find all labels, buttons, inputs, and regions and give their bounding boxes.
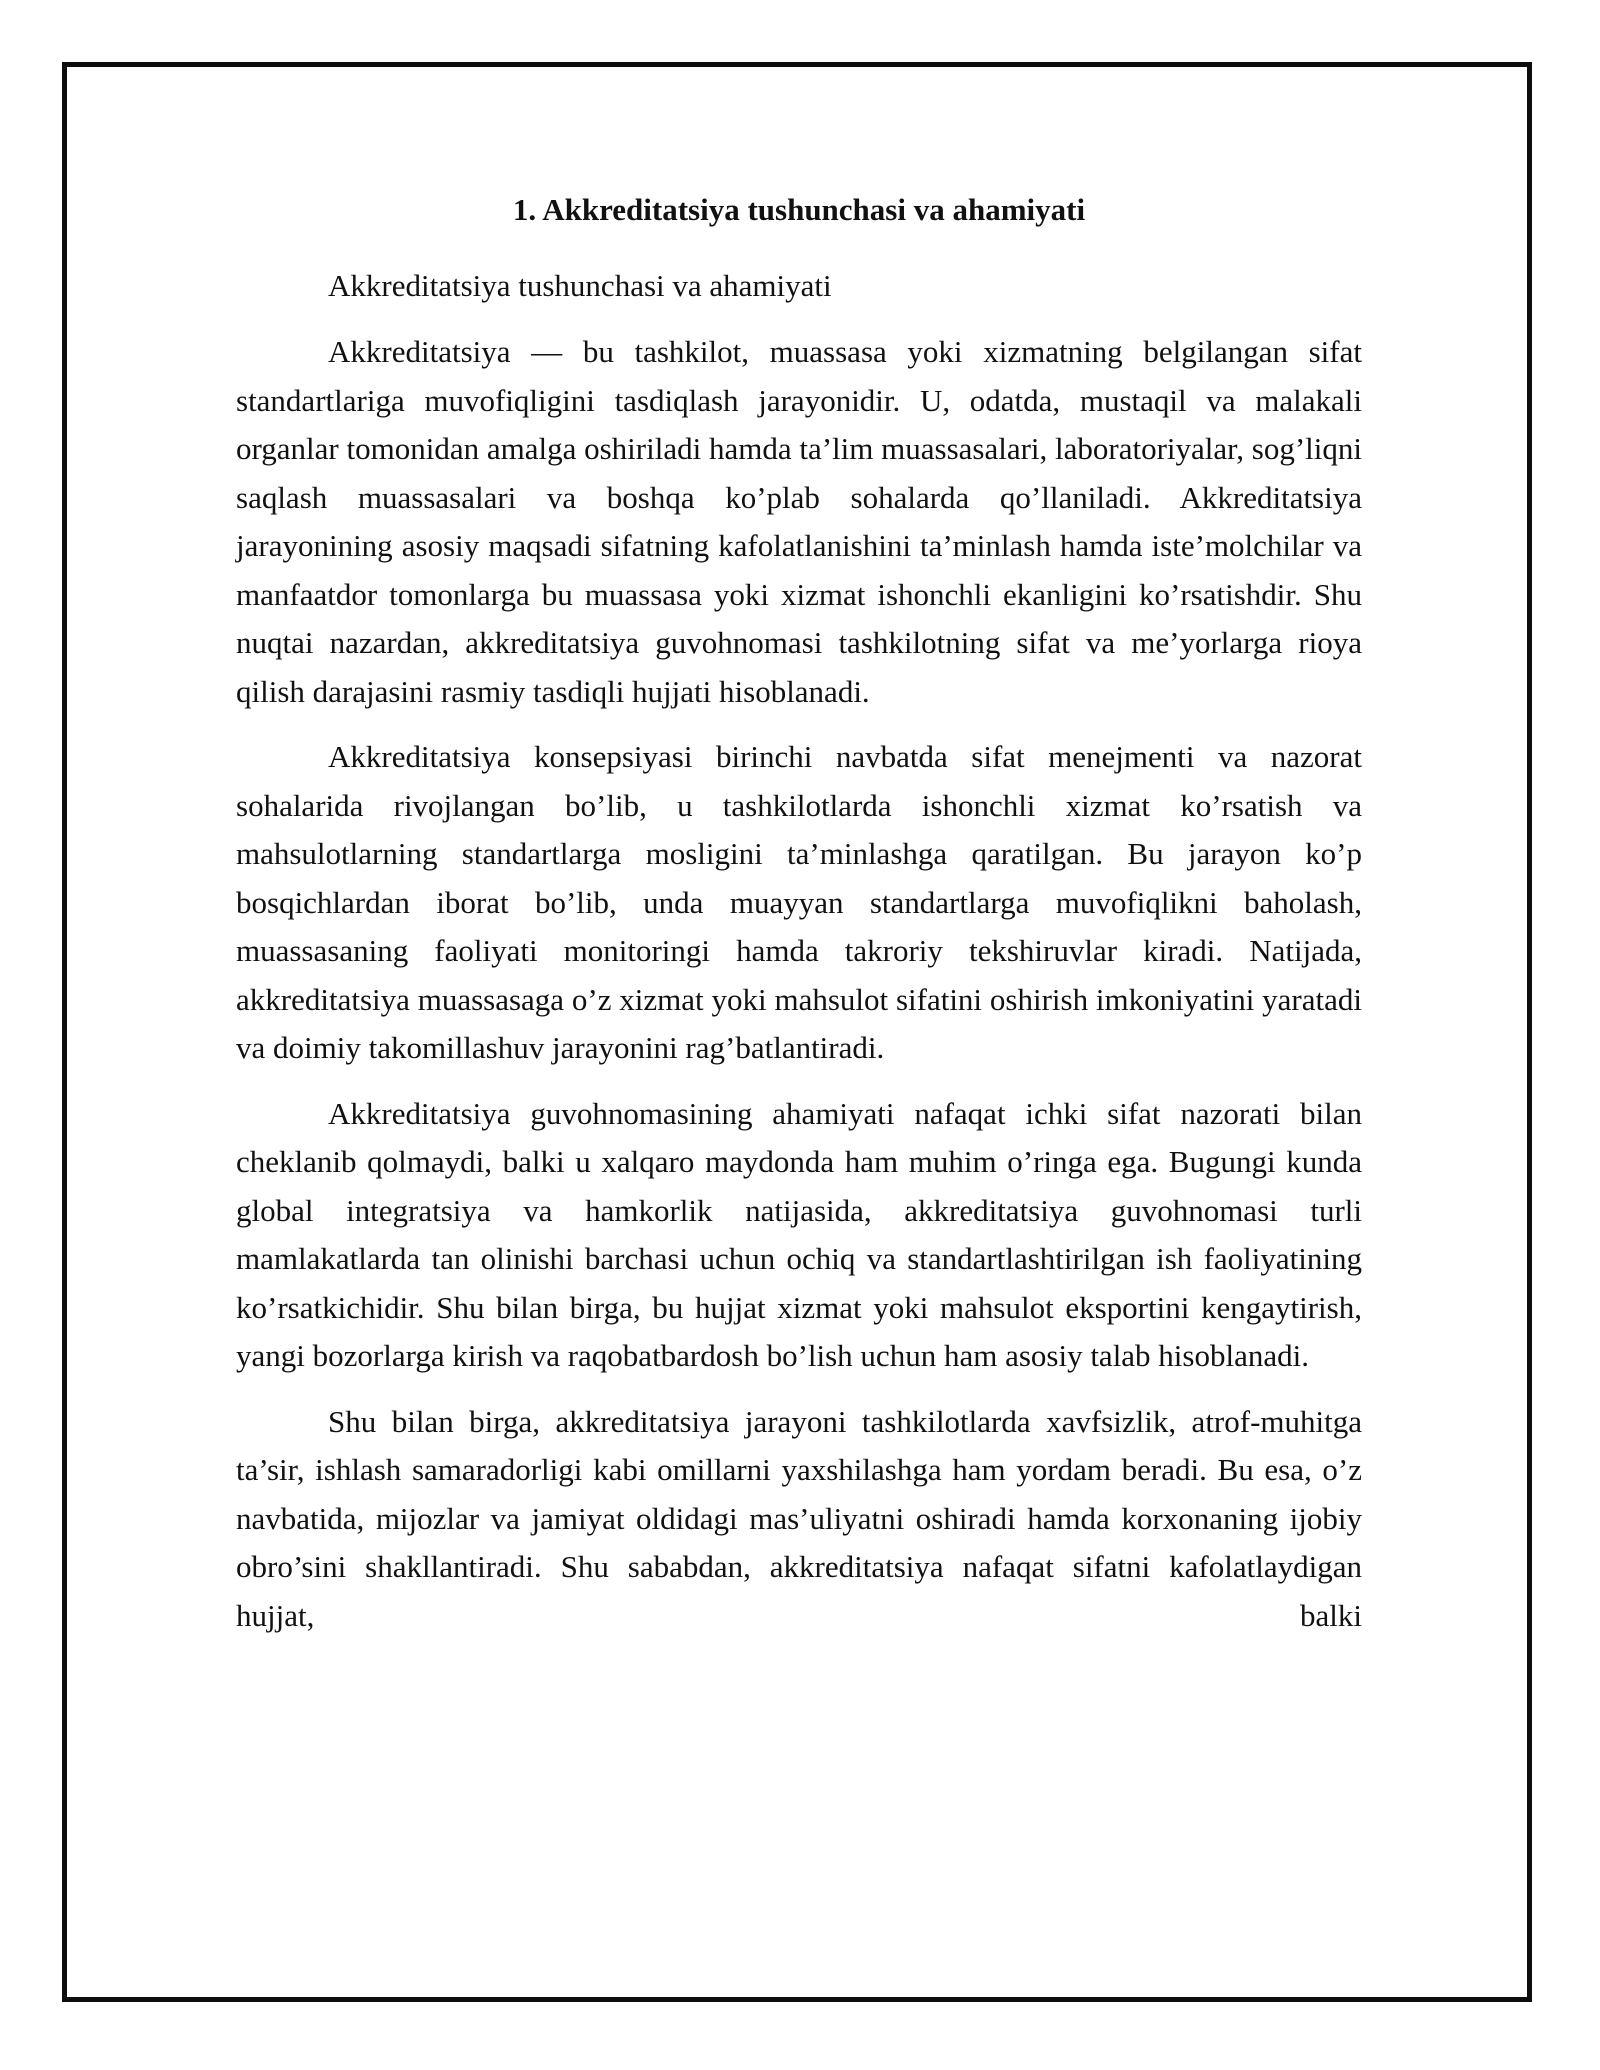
document-body bbox=[236, 186, 1362, 1657]
paragraph-2: Akkreditatsiya konsepsiyasi birinchi navbatda sifat menejmenti va nazorat sohalarida rivojlangan bo’lib, u tashkilotlarda ishonchli xizmat ko’rsatish va mahsulotlarning standartlarga mosligini ta’minlashga qaratilgan. Bu jarayon ko’p bosqichlardan iborat bo’lib, unda muayyan standartlarga muvofiqlikni baholash, muassasaning faoliyati monitoringi hamda takroriy tekshiruvlar kiradi. Natijada, akkreditatsiya muassasaga o’z xizmat yoki mahsulot sifatini oshirish imkoniyatini yaratadi va doimiy takomillashuv jarayonini rag’batlantiradi. bbox=[236, 739, 1362, 1065]
document-subtitle: Akkreditatsiya tushunchasi va ahamiyati bbox=[328, 268, 832, 303]
paragraph-1: Akkreditatsiya — bu tashkilot, muassasa yoki xizmatning belgilangan sifat standartlariga muvofiqligini tasdiqlash jarayonidir. U, odatda, mustaqil va malakali organlar tomonidan amalga oshiriladi hamda ta’lim muassasalari, laboratoriyalar, sog’liqni saqlash muassasalari va boshqa ko’plab sohalarda qo’llaniladi. Akkreditatsiya jarayonining asosiy maqsadi sifatning kafolatlanishini ta’minlash hamda iste’molchilar va manfaatdor tomonlarga bu muassasa yoki xizmat ishonchli ekanligini ko’rsatishdir. Shu nuqtai nazardan, akkreditatsiya guvohnomasi tashkilotning sifat va me’yorlarga rioya qilish darajasini rasmiy tasdiqli hujjati hisoblanadi. bbox=[236, 334, 1362, 709]
document-title: 1. Akkreditatsiya tushunchasi va ahamiyati bbox=[512, 192, 1086, 227]
paragraph-3: Akkreditatsiya guvohnomasining ahamiyati nafaqat ichki sifat nazorati bilan cheklanib qolmaydi, balki u xalqaro maydonda ham muhim o’ringa ega. Bugungi kunda global integratsiya va hamkorlik natijasida, akkreditatsiya guvohnomasi turli mamlakatlarda tan olinishi barchasi uchun ochiq va standartlashtirilgan ish faoliyatining ko’rsatkichidir. Shu bilan birga, bu hujjat xizmat yoki mahsulot eksportini kengaytirish, yangi bozorlarga kirish va raqobatbardosh bo’lish uchun ham asosiy talab hisoblanadi. bbox=[236, 1095, 1362, 1373]
paragraph-4: Shu bilan birga, akkreditatsiya jarayoni tashkilotlarda xavfsizlik, atrof-muhitga ta’sir, ishlash samaradorligi kabi omillarni yaxshilashga ham yordam beradi. Bu esa, o’z navbatida, mijozlar va jamiyat oldidagi mas’uliyatni oshiradi hamda korxonaning ijobiy obro’sini shakllantiradi. Shu sababdan, akkreditatsiya nafaqat sifatni kafolatlaydigan hujjat, balki bbox=[236, 1403, 1362, 1633]
